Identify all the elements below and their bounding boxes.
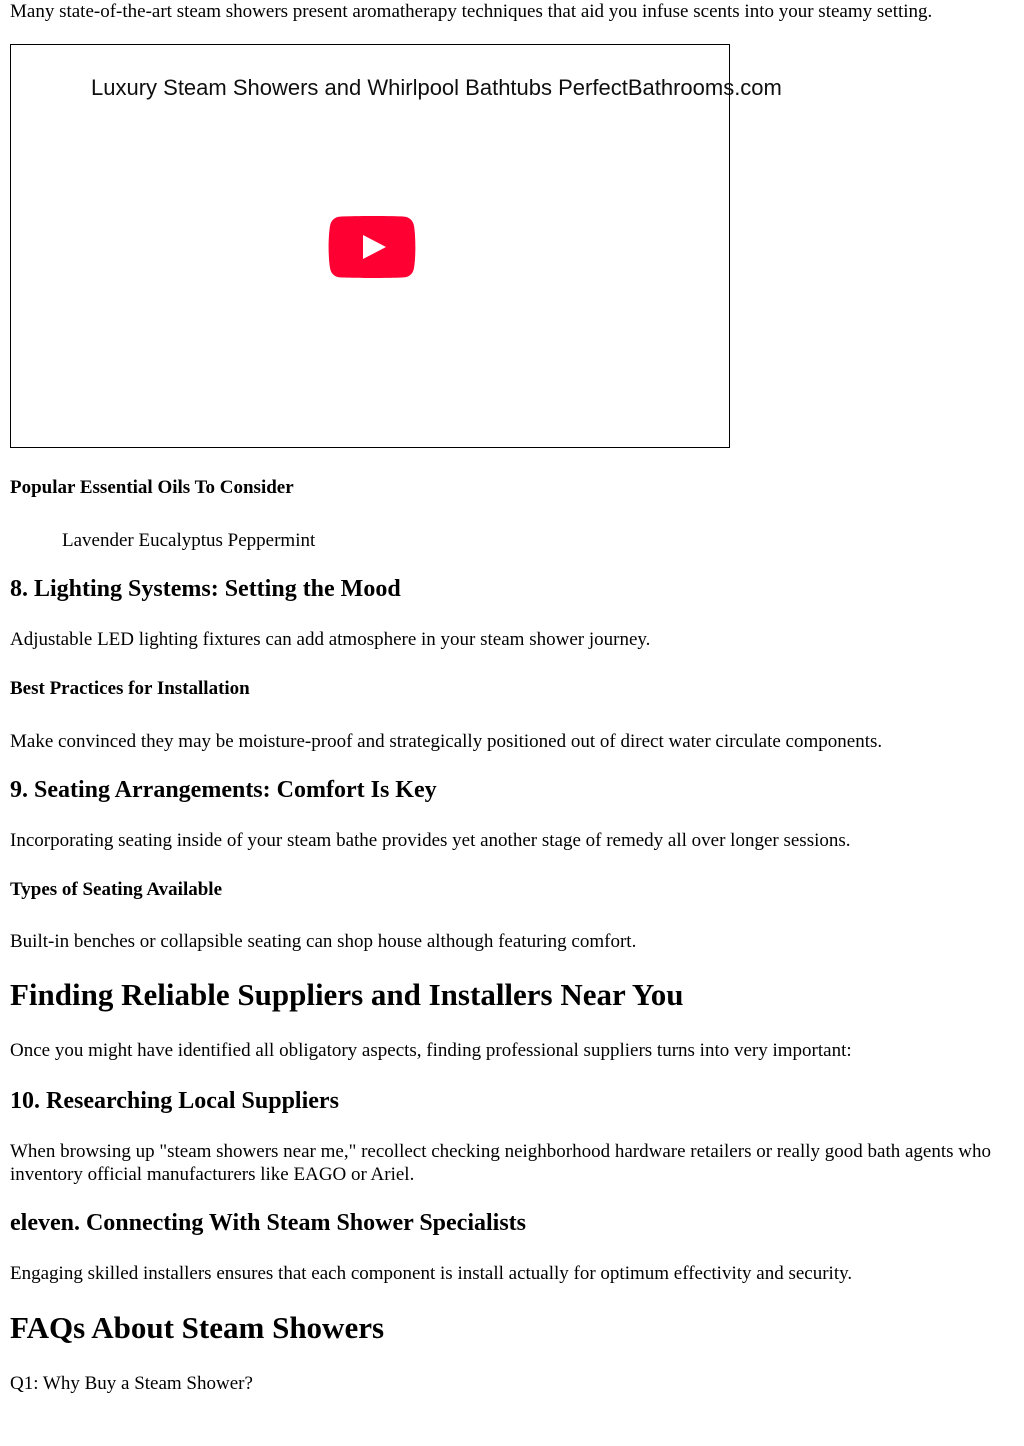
video-title[interactable]: Luxury Steam Showers and Whirlpool Bathtubs PerfectBathrooms.com	[91, 75, 782, 100]
local-suppliers-paragraph: When browsing up "steam showers near me," recollect checking neighborhood hardware retailers or really good bath agents who inventory official manufacturers like EAGO or Ariel.	[10, 1141, 992, 1185]
local-suppliers-heading: 10. Researching Local Suppliers	[10, 1088, 339, 1114]
faq-question-1: Q1: Why Buy a Steam Shower?	[10, 1373, 253, 1394]
installation-paragraph: Make convinced they may be moisture-proof and strategically positioned out of direct water circulate components.	[10, 731, 883, 752]
oils-list: Lavender Eucalyptus Peppermint	[62, 530, 316, 551]
intro-paragraph: Many state-of-the-art steam showers present aromatherapy techniques that aid you infuse scents into your steamy setting.	[10, 1, 933, 22]
seating-heading: 9. Seating Arrangements: Comfort Is Key	[10, 777, 437, 803]
seating-paragraph: Incorporating seating inside of your steam bathe provides yet another stage of remedy all over longer sessions.	[10, 830, 851, 851]
seating-types-paragraph: Built-in benches or collapsible seating can shop house although featuring comfort.	[10, 931, 637, 952]
specialists-heading: eleven. Connecting With Steam Shower Specialists	[10, 1210, 527, 1236]
installation-heading: Best Practices for Installation	[10, 678, 250, 699]
specialists-paragraph: Engaging skilled installers ensures that each component is install actually for optimum effectivity and security.	[10, 1263, 853, 1284]
video-embed[interactable]	[10, 44, 782, 448]
lighting-heading: 8. Lighting Systems: Setting the Mood	[10, 576, 401, 602]
seating-types-heading: Types of Seating Available	[10, 879, 223, 900]
suppliers-paragraph: Once you might have identified all obligatory aspects, finding professional suppliers turns into very important:	[10, 1040, 852, 1061]
lighting-paragraph: Adjustable LED lighting fixtures can add atmosphere in your steam shower journey.	[10, 629, 651, 650]
oils-heading: Popular Essential Oils To Consider	[10, 477, 294, 498]
suppliers-heading: Finding Reliable Suppliers and Installers Near You	[10, 977, 684, 1012]
faq-heading: FAQs About Steam Showers	[10, 1310, 385, 1345]
youtube-play-icon[interactable]	[328, 216, 416, 278]
